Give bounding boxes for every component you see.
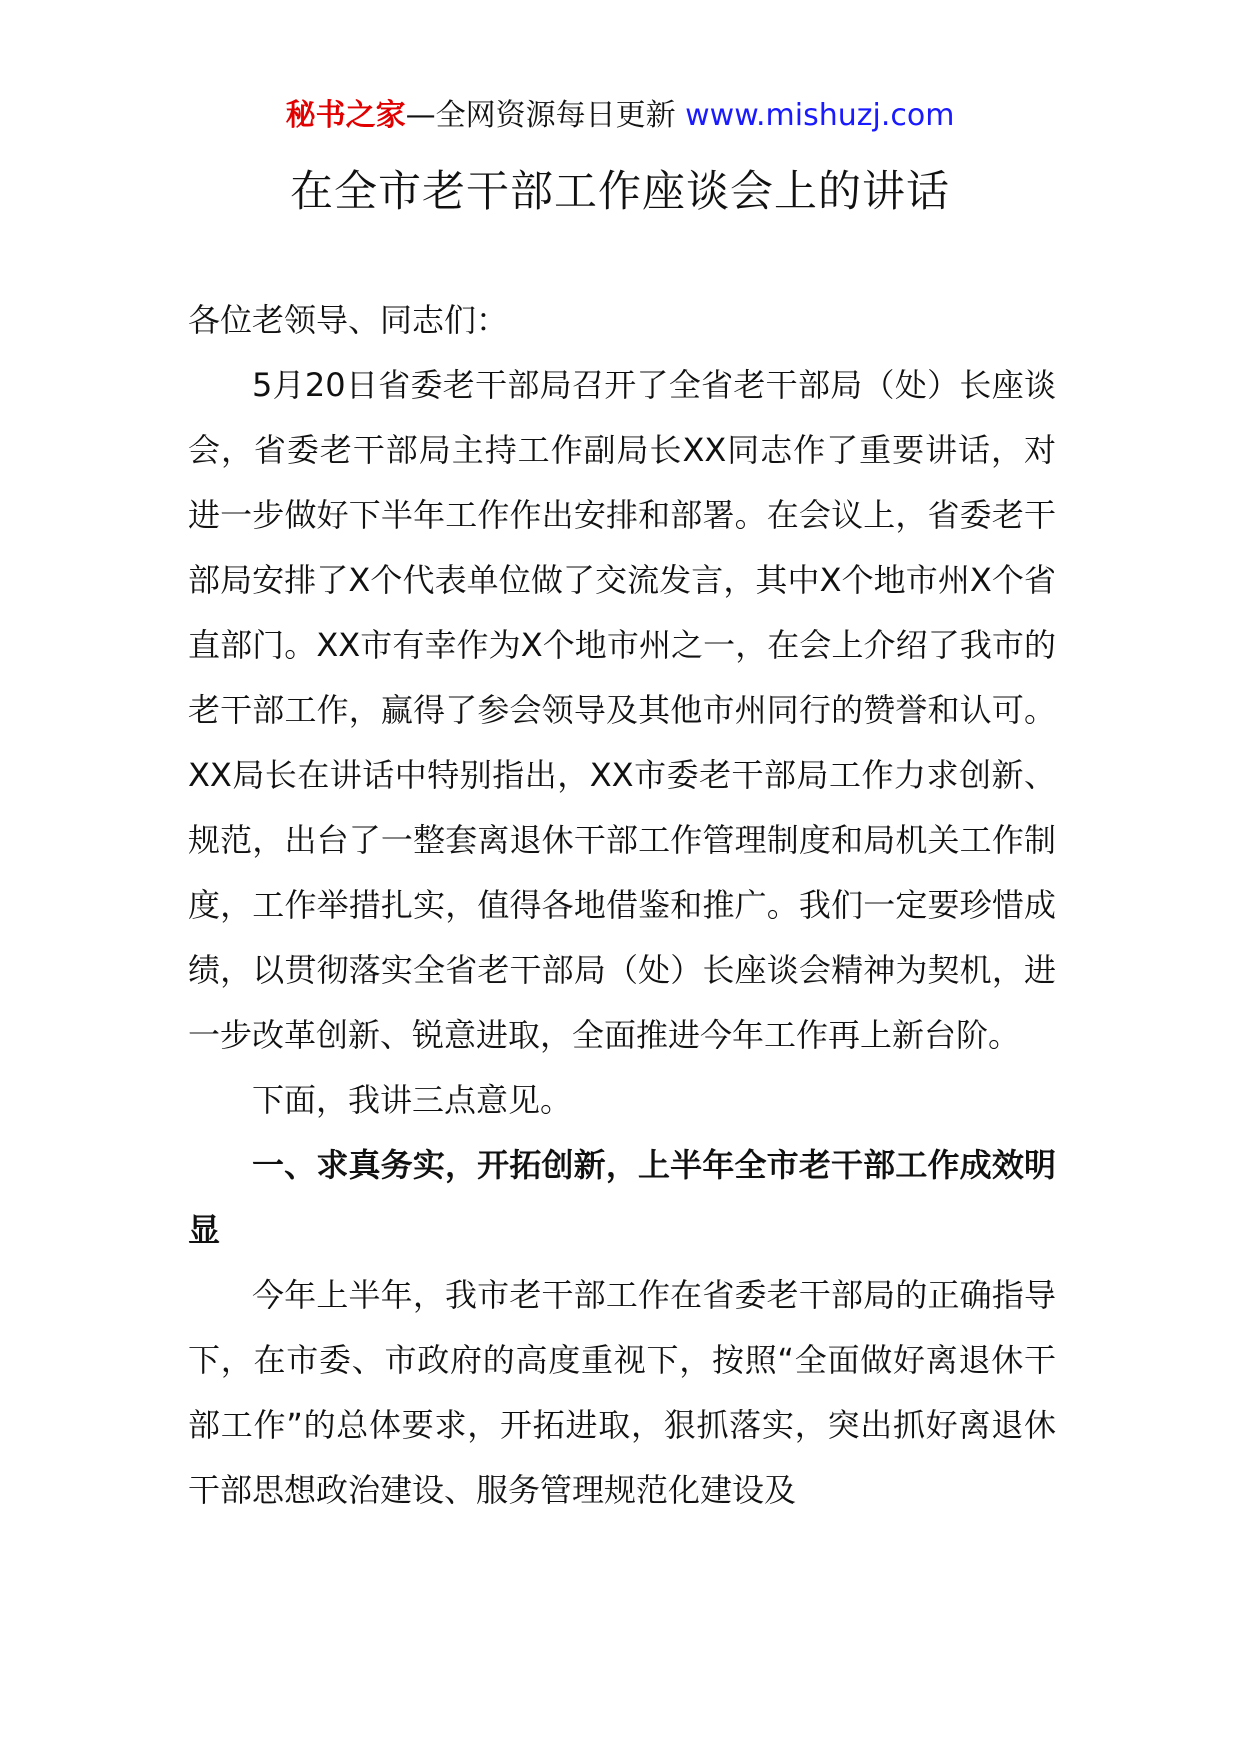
brand-name: 秘书之家 — [285, 98, 406, 133]
paragraph-transition: 下面，我讲三点意见。 — [252, 1081, 573, 1119]
site-url-link[interactable]: www.mishuzj.com — [685, 98, 955, 133]
header-tagline: —全网资源每日更新 — [405, 98, 676, 133]
salutation: 各位老领导、同志们： — [188, 301, 509, 339]
document-title: 在全市老干部工作座谈会上的讲话 — [290, 167, 950, 217]
paragraph-section-1: 今年上半年，我市老干部工作在省委老干部局的正确指导下，在市委、市政府的高度重视下，按照“全面做好离退休干部工作”的总体要求，开拓进取，狠抓落实，突出抓好离退休干部思想政治建设、服务管理规范化建设及 — [188, 1276, 1056, 1509]
paragraph-intro: 5月20日省委老干部局召开了全省老干部局（处）长座谈会，省委老干部局主持工作副局长XX同志作了重要讲话，对进一步做好下半年工作作出安排和部署。在会议上，省委老干部局安排了X个代表单位做了交流发言，其中X个地市州X个省直部门。XX市有幸作为X个地市州之一，在会上介绍了我市的老干部工作，赢得了参会领导及其他市州同行的赞誉和认可。XX局长在讲话中特别指出，XX市委老干部局工作力求创新、规范，出台了一整套离退休干部工作管理制度和局机关工作制度，工作举措扎实，值得各地借鉴和推广。我们一定要珍惜成绩，以贯彻落实全省老干部局（处）长座谈会精神为契机，进一步改革创新、锐意进取，全面推进今年工作再上新台阶。 — [188, 366, 1056, 1054]
site-header — [0, 96, 1240, 136]
document-body — [188, 288, 1056, 1523]
section-heading-1: 一、求真务实，开拓创新，上半年全市老干部工作成效明显 — [188, 1146, 1056, 1249]
